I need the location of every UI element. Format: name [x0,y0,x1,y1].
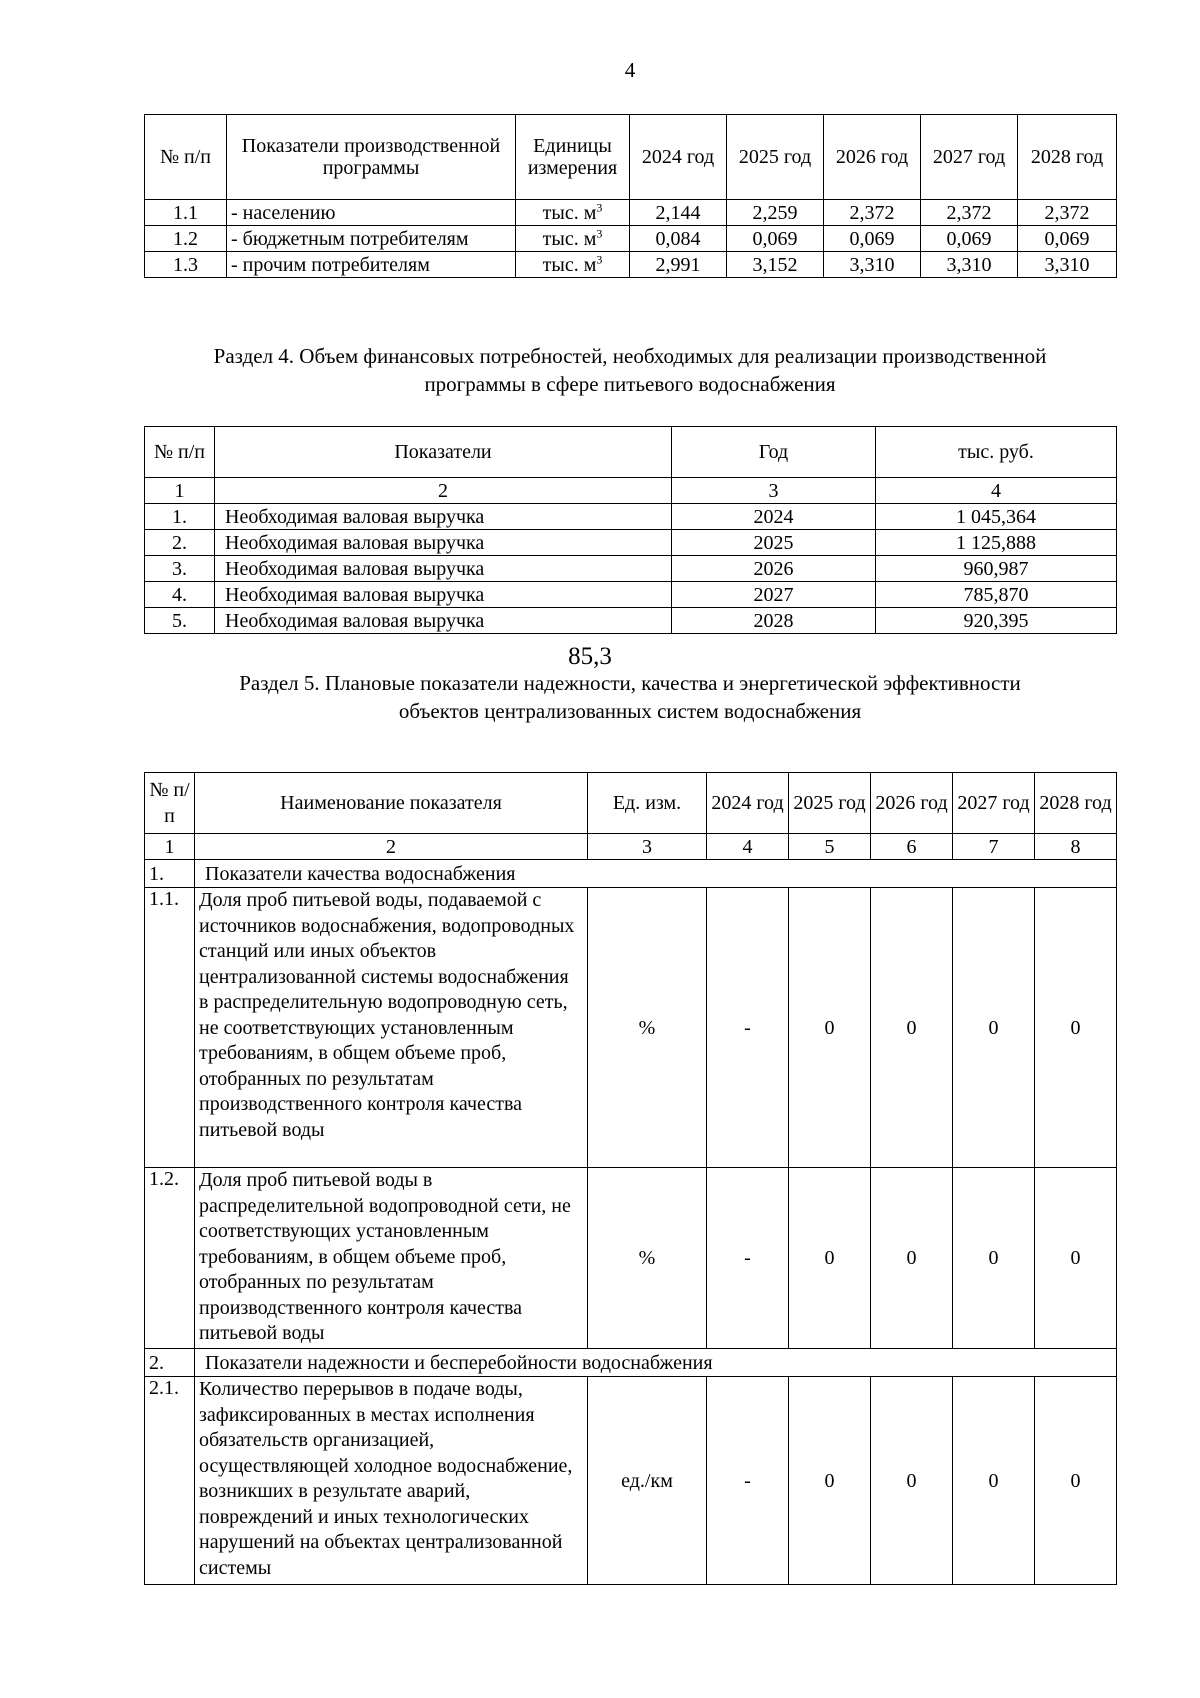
value-2026: 0 [871,888,953,1168]
col-number: 1 [145,834,195,860]
value-2027: 0 [953,888,1035,1168]
page-number: 4 [624,58,636,82]
row-name: Необходимая валовая выручка [215,608,672,634]
value-2026: 2,372 [824,200,921,226]
value-2025: 0,069 [727,226,824,252]
production-program-table [144,114,1117,278]
value-2024: 2,991 [630,252,727,278]
value-2025: 2,259 [727,200,824,226]
indicator-name: Доля проб питьевой воды в распределительной водопроводной сети, не соответствующих установленным требованиям, в общем объеме проб, отобранных по результатам производственного контроля качества питьевой воды [195,1168,588,1349]
header-2027: 2027 год [953,773,1035,834]
col-number: 5 [789,834,871,860]
column-numbering-row [145,834,1117,860]
indicator-name: Количество перерывов в подаче воды, зафиксированных в местах исполнения обязательств организацией, осуществляющей холодное водоснабжение, возникших в результате аварий, повреждений и иных технологических нарушений на объектах централизованной системы [195,1377,588,1585]
row-name: Необходимая валовая выручка [215,582,672,608]
header-2027: 2027 год [921,115,1018,200]
section5-title-line1: Раздел 5. Плановые показатели надежности, качества и энергетической эффективности [239,671,1021,695]
indicator-no: 1.2. [145,1168,195,1349]
value-2024: - [707,888,789,1168]
row-name: Необходимая валовая выручка [215,530,672,556]
row-unit [516,226,630,252]
col-number: 3 [588,834,707,860]
stray-value: 85,3 [568,643,612,670]
header-units: Единицы измерения [516,115,630,200]
row-unit [516,252,630,278]
indicator-row [145,1377,1117,1585]
value-2026: 0 [871,1377,953,1585]
header-2026: 2026 год [824,115,921,200]
section-title: Показатели качества водоснабжения [195,860,1117,888]
header-thousand-rub: тыс. руб. [876,427,1117,478]
value-2028: 0 [1035,1377,1117,1585]
row-year: 2027 [672,582,876,608]
value-2027: 2,372 [921,200,1018,226]
indicator-unit: % [588,1168,707,1349]
row-no: 4. [145,582,215,608]
value-2027: 3,310 [921,252,1018,278]
value-2024: 0,084 [630,226,727,252]
unit-superscript: 3 [596,251,603,266]
row-no: 1.2 [145,226,227,252]
col-number: 3 [672,478,876,504]
indicator-unit: ед./км [588,1377,707,1585]
row-year: 2024 [672,504,876,530]
col-number: 6 [871,834,953,860]
row-no: 1.1 [145,200,227,226]
header-2024: 2024 год [707,773,789,834]
indicator-row [145,1168,1117,1349]
unit-text: тыс. м [542,227,597,250]
header-no: № п/п [145,115,227,200]
indicator-no: 1.1. [145,888,195,1168]
unit-text: тыс. м [542,201,597,224]
table-row [145,504,1117,530]
value-2028: 0 [1035,1168,1117,1349]
section-no: 1. [145,860,195,888]
financial-needs-table [144,426,1117,634]
section4-title-line2: программы в сфере питьевого водоснабжения [424,372,836,396]
section-title: Показатели надежности и бесперебойности водоснабжения [195,1349,1117,1377]
row-value: 920,395 [876,608,1117,634]
indicator-unit: % [588,888,707,1168]
header-no: № п/п [145,427,215,478]
col-number: 8 [1035,834,1117,860]
value-2027: 0 [953,1168,1035,1349]
col-number: 1 [145,478,215,504]
reliability-quality-table [144,772,1117,1585]
header-no: № п/п [145,773,195,834]
row-year: 2026 [672,556,876,582]
value-2025: 0 [789,1377,871,1585]
table-row [145,582,1117,608]
header-2024: 2024 год [630,115,727,200]
row-year: 2028 [672,608,876,634]
column-numbering-row [145,478,1117,504]
table-row [145,226,1117,252]
header-indicators: Показатели производственной программы [227,115,516,200]
section5-title-line2: объектов централизованных систем водоснабжения [398,699,862,723]
unit-text: тыс. м [542,253,597,276]
col-number: 7 [953,834,1035,860]
row-name: - населению [227,200,516,226]
value-2028: 3,310 [1018,252,1117,278]
row-no: 2. [145,530,215,556]
table-row [145,200,1117,226]
row-name: - прочим потребителям [227,252,516,278]
unit-superscript: 3 [596,225,603,240]
row-value: 785,870 [876,582,1117,608]
header-indicator-name: Наименование показателя [195,773,588,834]
row-name: - бюджетным потребителям [227,226,516,252]
section-no: 2. [145,1349,195,1377]
table-row [145,608,1117,634]
header-year: Год [672,427,876,478]
value-2026: 0 [871,1168,953,1349]
section-row [145,1349,1117,1377]
row-value: 1 125,888 [876,530,1117,556]
value-2024: - [707,1377,789,1585]
row-no: 1.3 [145,252,227,278]
row-value: 960,987 [876,556,1117,582]
header-2025: 2025 год [789,773,871,834]
table-header-row [145,115,1117,200]
header-indicators: Показатели [215,427,672,478]
row-no: 5. [145,608,215,634]
table-header-row [145,773,1117,834]
value-2025: 0 [789,888,871,1168]
header-2026: 2026 год [871,773,953,834]
row-unit [516,200,630,226]
indicator-no: 2.1. [145,1377,195,1585]
col-number: 2 [195,834,588,860]
row-no: 3. [145,556,215,582]
row-name: Необходимая валовая выручка [215,504,672,530]
indicator-name: Доля проб питьевой воды, подаваемой с источников водоснабжения, водопроводных станций или иных объектов централизованной системы водоснабжения в распределительную водопроводную сеть, не соответствующих установленным требованиям, в общем объеме проб, отобранных по результатам производственного контроля качества питьевой воды [195,888,588,1168]
value-2027: 0,069 [921,226,1018,252]
table-row [145,252,1117,278]
unit-superscript: 3 [596,199,603,214]
value-2027: 0 [953,1377,1035,1585]
value-2026: 3,310 [824,252,921,278]
value-2028: 0,069 [1018,226,1117,252]
value-2024: 2,144 [630,200,727,226]
row-no: 1. [145,504,215,530]
row-name: Необходимая валовая выручка [215,556,672,582]
header-2025: 2025 год [727,115,824,200]
row-value: 1 045,364 [876,504,1117,530]
value-2024: - [707,1168,789,1349]
value-2028: 0 [1035,888,1117,1168]
header-2028: 2028 год [1018,115,1117,200]
col-number: 4 [876,478,1117,504]
value-2025: 0 [789,1168,871,1349]
section5-title [130,669,1130,725]
value-2025: 3,152 [727,252,824,278]
value-2028: 2,372 [1018,200,1117,226]
row-year: 2025 [672,530,876,556]
header-2028: 2028 год [1035,773,1117,834]
table-row [145,530,1117,556]
table-row [145,556,1117,582]
section-row [145,860,1117,888]
col-number: 4 [707,834,789,860]
indicator-row [145,888,1117,1168]
header-unit: Ед. изм. [588,773,707,834]
value-2026: 0,069 [824,226,921,252]
section4-title [130,342,1130,398]
table-header-row [145,427,1117,478]
section4-title-line1: Раздел 4. Объем финансовых потребностей, необходимых для реализации производственной [213,344,1047,368]
col-number: 2 [215,478,672,504]
